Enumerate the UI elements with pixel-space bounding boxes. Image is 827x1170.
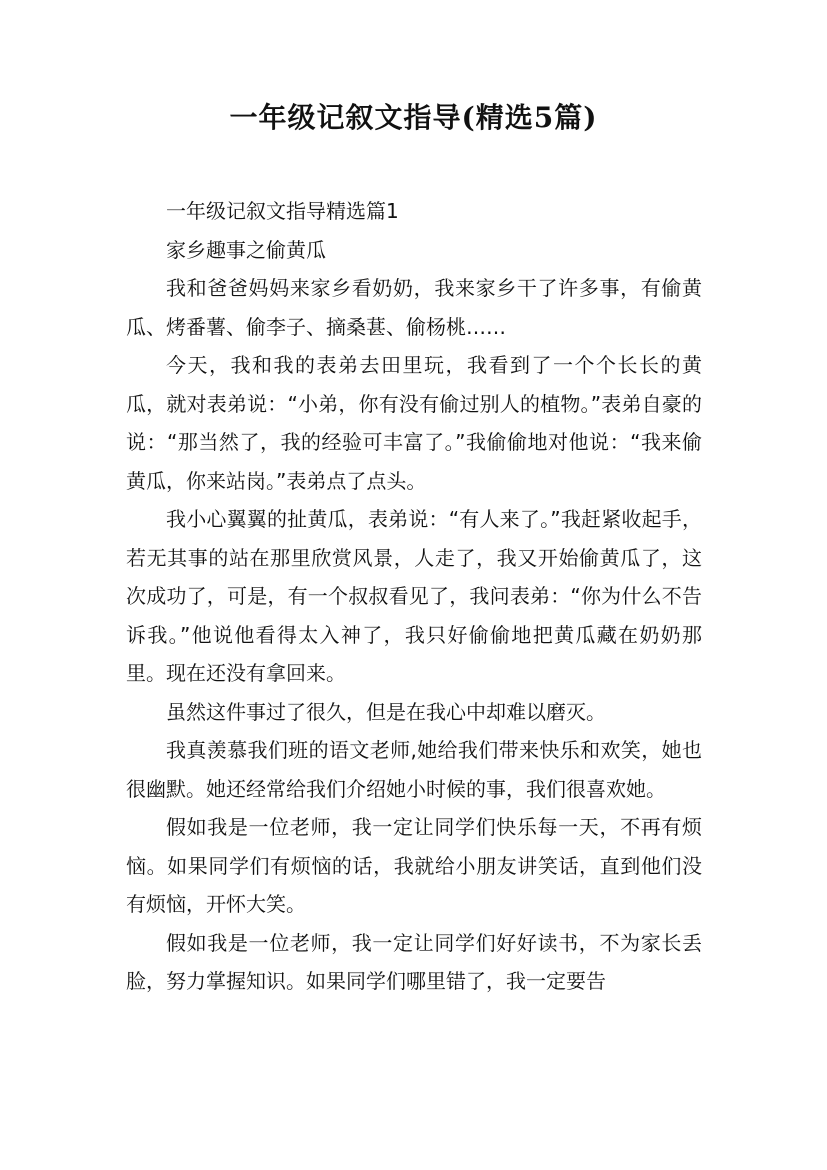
- paragraph: 我和爸爸妈妈来家乡看奶奶，我来家乡干了许多事，有偷黄瓜、烤番薯、偷李子、摘桑葚、偷杨桃……: [126, 276, 702, 339]
- paragraph: 假如我是一位老师，我一定让同学们好好读书，不为家长丢脸，努力掌握知识。如果同学们哪里错了，我一定要告: [126, 930, 702, 993]
- paragraph: 我真羡慕我们班的语文老师,她给我们带来快乐和欢笑，她也很幽默。她还经常给我们介绍她小时候的事，我们很喜欢她。: [126, 738, 702, 801]
- document-title: 一年级记叙文指导(精选5篇): [229, 101, 598, 134]
- paragraph: 假如我是一位老师，我一定让同学们快乐每一天，不再有烦恼。如果同学们有烦恼的话，我就给小朋友讲笑话，直到他们没有烦恼，开怀大笑。: [126, 815, 702, 916]
- essay-subtitle: 家乡趣事之偷黄瓜: [166, 237, 326, 262]
- paragraph: 我小心翼翼的扯黄瓜，表弟说：“有人来了。”我赶紧收起手，若无其事的站在那里欣赏风景，人走了，我又开始偷黄瓜了，这次成功了，可是，有一个叔叔看见了，我问表弟：“你为什么不告诉我。”他说他看得太入神了，我只好偷偷地把黄瓜藏在奶奶那里。现在还没有拿回来。: [126, 507, 702, 685]
- paragraph: 虽然这件事过了很久，但是在我心中却难以磨灭。: [166, 699, 606, 724]
- paragraph: 今天，我和我的表弟去田里玩，我看到了一个个长长的黄瓜，就对表弟说：“小弟，你有没有偷过别人的植物。”表弟自豪的说：“那当然了，我的经验可丰富了。”我偷偷地对他说：“我来偷黄瓜，你来站岗。”表弟点了点头。: [126, 353, 702, 493]
- section-heading: 一年级记叙文指导精选篇1: [166, 199, 399, 223]
- document-body: [126, 192, 702, 1001]
